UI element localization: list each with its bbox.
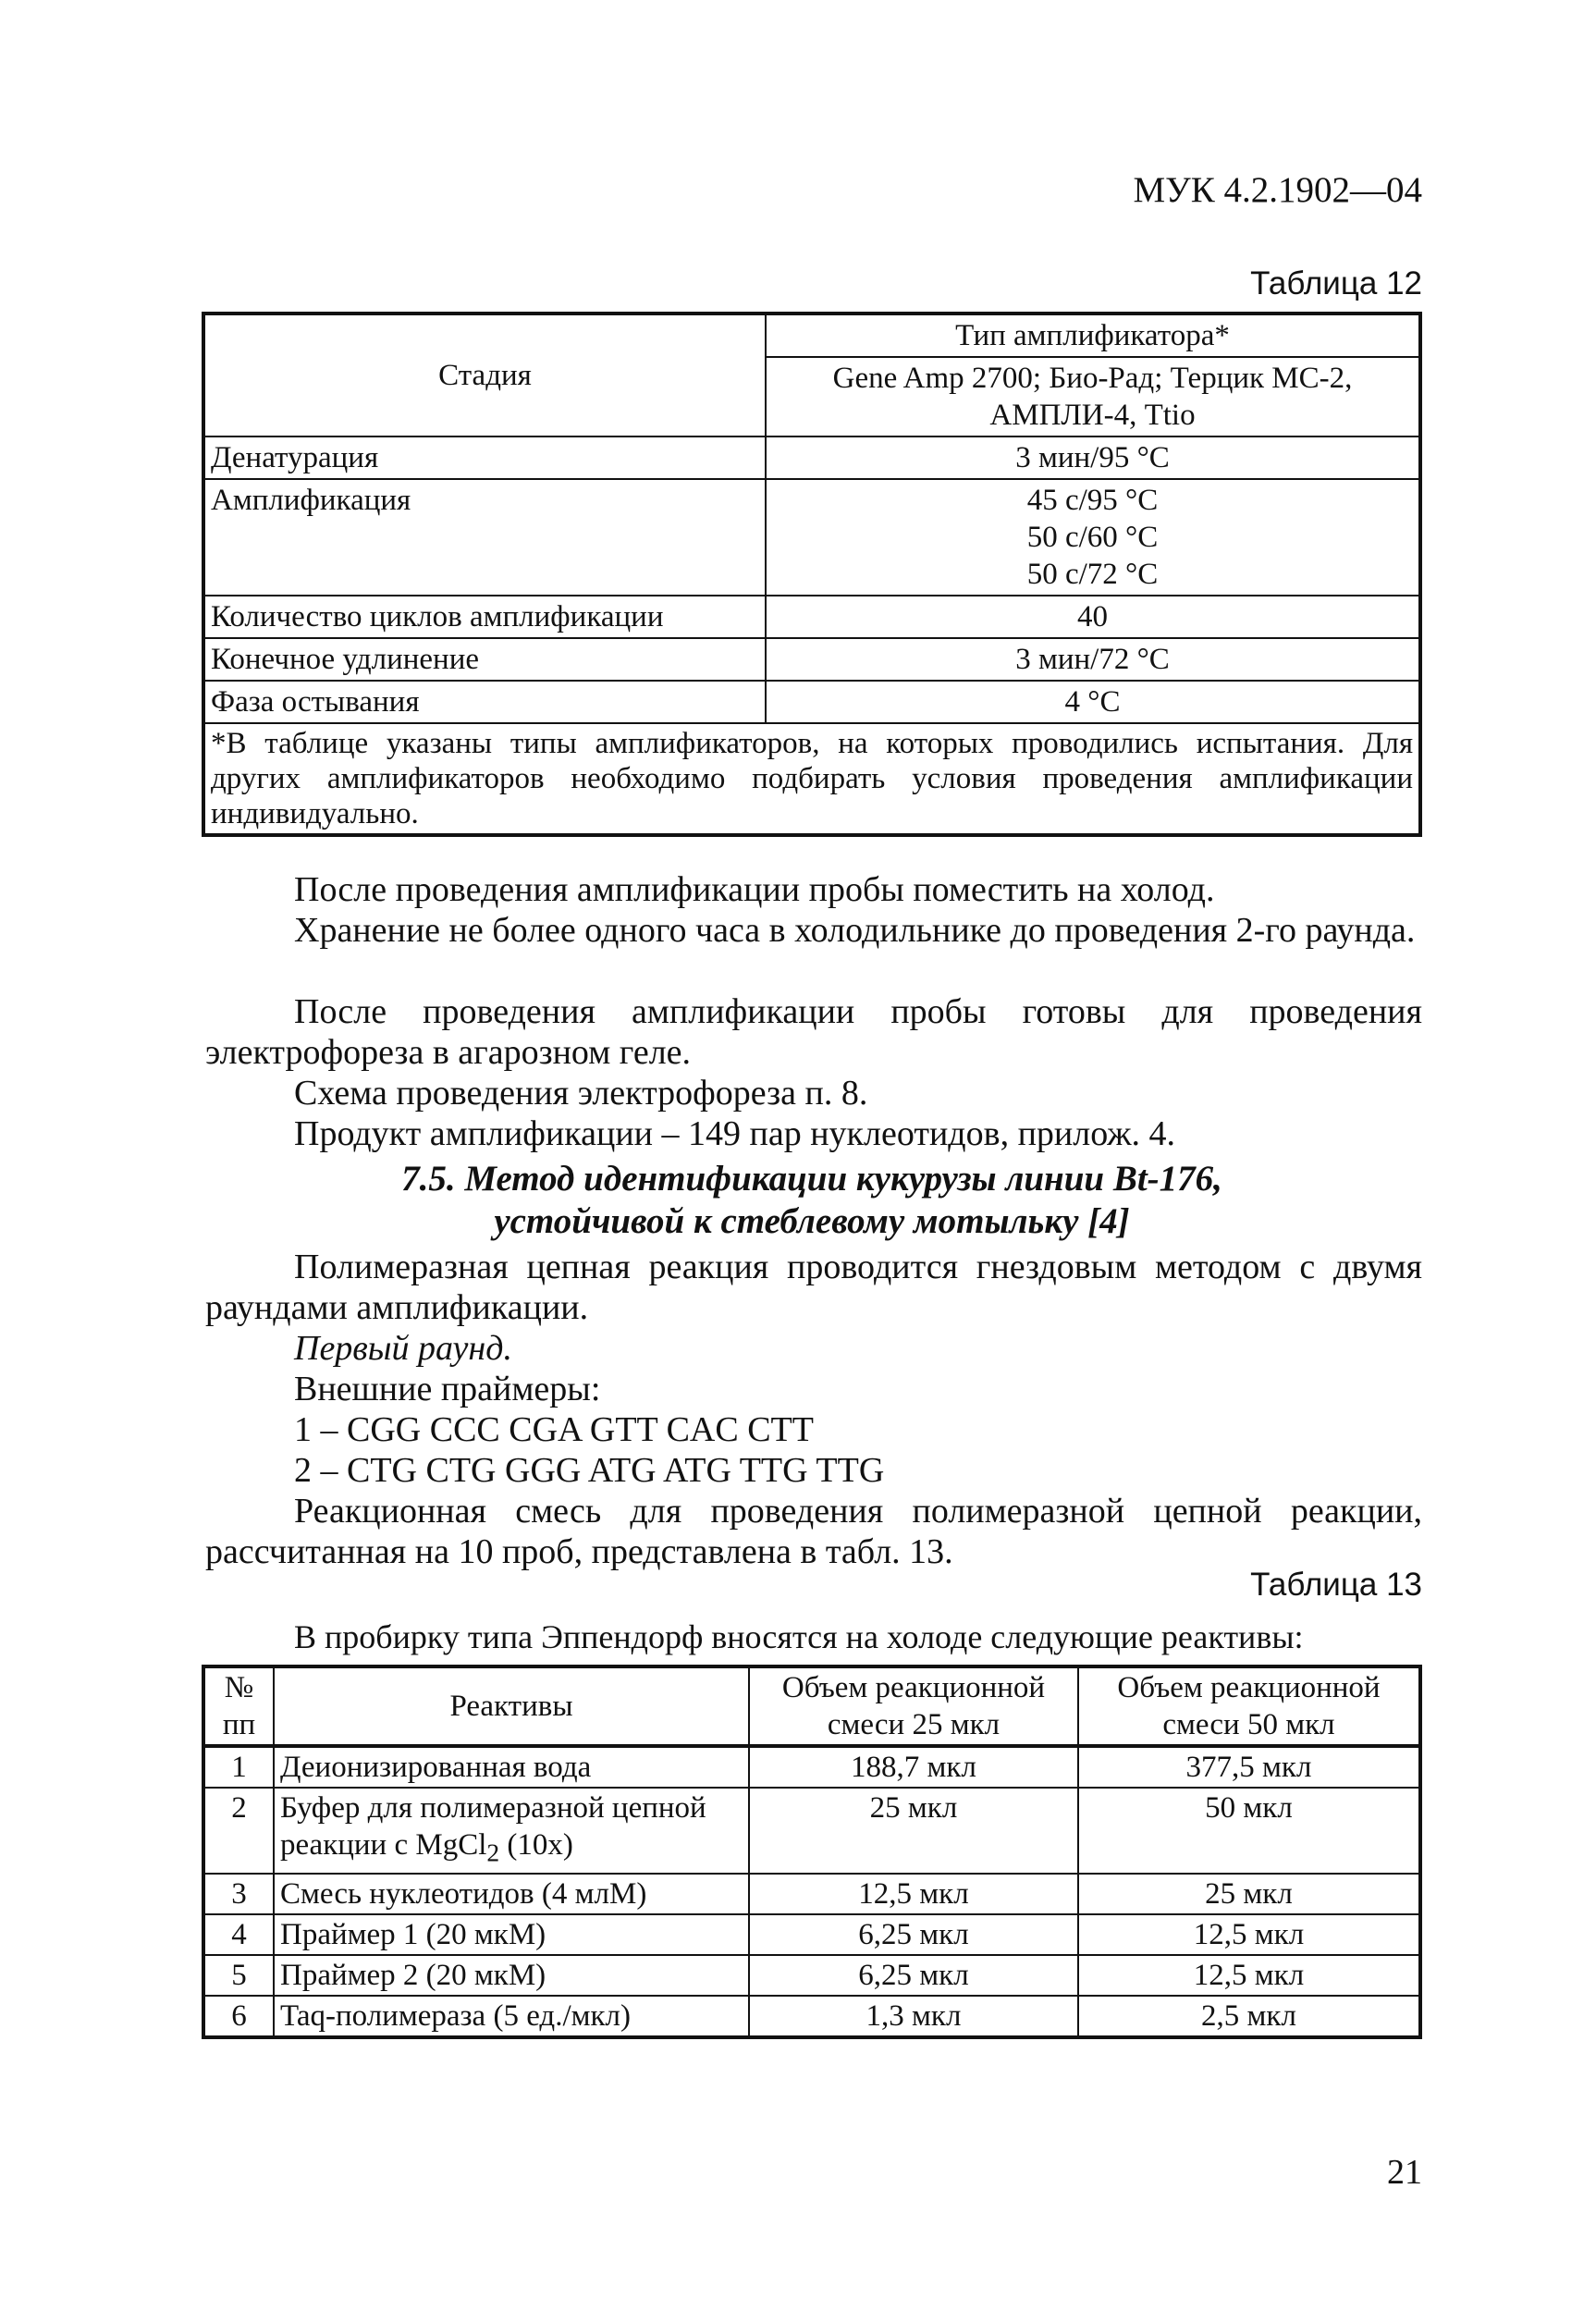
volume-25-cell: 12,5 мкл [749,1874,1078,1914]
value-cell [766,479,1420,596]
row-number: 2 [203,1788,274,1874]
table-13 [202,1665,1422,2039]
row-number: 1 [203,1746,274,1788]
stage-cell: Фаза остывания [203,681,766,723]
table-12 [202,312,1422,837]
paragraph: После проведения амплификации пробы готовы для проведения электрофореза в агарозном геле. [205,992,1422,1072]
row-number: 6 [203,1996,274,2037]
volume-50-cell: 12,5 мкл [1078,1955,1420,1996]
table-row [203,596,1420,638]
reagent-cell: Деионизированная вода [274,1746,749,1788]
volume-25-cell: 188,7 мкл [749,1746,1078,1788]
header-amplifier-type: Тип амплификатора* [766,314,1420,357]
paragraph: После проведения амплификации пробы поместить на холод. [294,870,1215,909]
table-row [203,1955,1420,1996]
value-cell: 3 мин/95 °С [766,437,1420,479]
page-number: 21 [1387,2153,1422,2192]
reagent-cell: Буфер для полимеразной цепной реакции с MgCl$_2$ (10х) [274,1788,749,1874]
header-no: № пп [203,1666,274,1746]
paragraph: Хранение не более одного часа в холодильнике до проведения 2-го раунда. [294,911,1416,950]
volume-25-cell: 6,25 мкл [749,1955,1078,1996]
stage-cell: Амплификация [203,479,766,596]
reagent-cell: Праймер 1 (20 мкМ) [274,1914,749,1955]
row-number: 4 [203,1914,274,1955]
stage-cell: Конечное удлинение [203,638,766,681]
paragraph: Продукт амплификации – 149 пар нуклеотидов, прилож. 4. [294,1114,1176,1153]
value-line: 50 с/72 °С [1026,558,1159,591]
table-row [203,1996,1420,2037]
table-row [203,1874,1420,1914]
stage-cell: Денатурация [203,437,766,479]
primer-sequence: 1 – CGG CCC CGA GTT CAC CTT [294,1410,814,1449]
table-row [203,638,1420,681]
table-row [203,314,1420,357]
reagent-cell: Taq-полимераза (5 ед./мкл) [274,1996,749,2037]
row-number: 5 [203,1955,274,1996]
table-row [203,681,1420,723]
paragraph: Реакционная смесь для проведения полимеразной цепной реакции, рассчитанная на 10 проб, представлена в табл. 13. [205,1492,1422,1571]
volume-50-cell: 25 мкл [1078,1874,1420,1914]
header-reagent: Реактивы [274,1666,749,1746]
value-cell: 4 °С [766,681,1420,723]
table-row [203,479,1420,596]
header-volume-50: Объем реакционной смеси 50 мкл [1078,1666,1420,1746]
value-cell: 40 [766,596,1420,638]
value-cell: 3 мин/72 °С [766,638,1420,681]
volume-25-cell: 6,25 мкл [749,1914,1078,1955]
stage-cell: Количество циклов амплификации [203,596,766,638]
header-volume-25: Объем реакционной смеси 25 мкл [749,1666,1078,1746]
row-number: 3 [203,1874,274,1914]
document-code: МУК 4.2.1902—04 [1133,170,1422,210]
table-row [203,1788,1420,1874]
volume-50-cell: 377,5 мкл [1078,1746,1420,1788]
volume-50-cell: 2,5 мкл [1078,1996,1420,2037]
value-line: 50 с/60 °С [1026,521,1159,554]
table-row [203,723,1420,835]
value-line: 45 с/95 °С [1026,484,1159,517]
table-12-caption: Таблица 12 [1250,265,1422,301]
header-amplifier-models: Gene Amp 2700; Био-Рад; Терцик МС-2, АМПЛИ-4, Ttio [766,357,1420,437]
volume-50-cell: 12,5 мкл [1078,1914,1420,1955]
header-stage: Стадия [203,314,766,437]
table-13-intro: В пробирку типа Эппендорф вносятся на холоде следующие реактивы: [294,1618,1304,1655]
reagent-cell: Смесь нуклеотидов (4 млМ) [274,1874,749,1914]
paragraph: Полимеразная цепная реакция проводится гнездовым методом с двумя раундами амплификации. [205,1248,1422,1327]
reagent-cell: Праймер 2 (20 мкМ) [274,1955,749,1996]
table-header-row [203,1666,1420,1746]
table-row [203,437,1420,479]
primers-label: Внешние праймеры: [294,1370,601,1408]
round-label: Первый раунд. [294,1329,512,1368]
table-row [203,1914,1420,1955]
primer-sequence: 2 – CTG CTG GGG ATG ATG TTG TTG [294,1451,885,1490]
table-13-caption: Таблица 13 [1250,1567,1422,1603]
volume-50-cell: 50 мкл [1078,1788,1420,1874]
table-footnote: *В таблице указаны типы амплификаторов, на которых проводились испытания. Для других амплификаторов необходимо подбирать условия проведения амплификации индивидуально. [203,723,1420,835]
section-title: 7.5. Метод идентификации кукурузы линии Bt-176, [401,1159,1222,1199]
paragraph: Схема проведения электрофореза п. 8. [294,1074,868,1113]
volume-25-cell: 1,3 мкл [749,1996,1078,2037]
table-row [203,1746,1420,1788]
volume-25-cell: 25 мкл [749,1788,1078,1874]
section-title: устойчивой к стеблевому мотыльку [4] [494,1201,1130,1241]
